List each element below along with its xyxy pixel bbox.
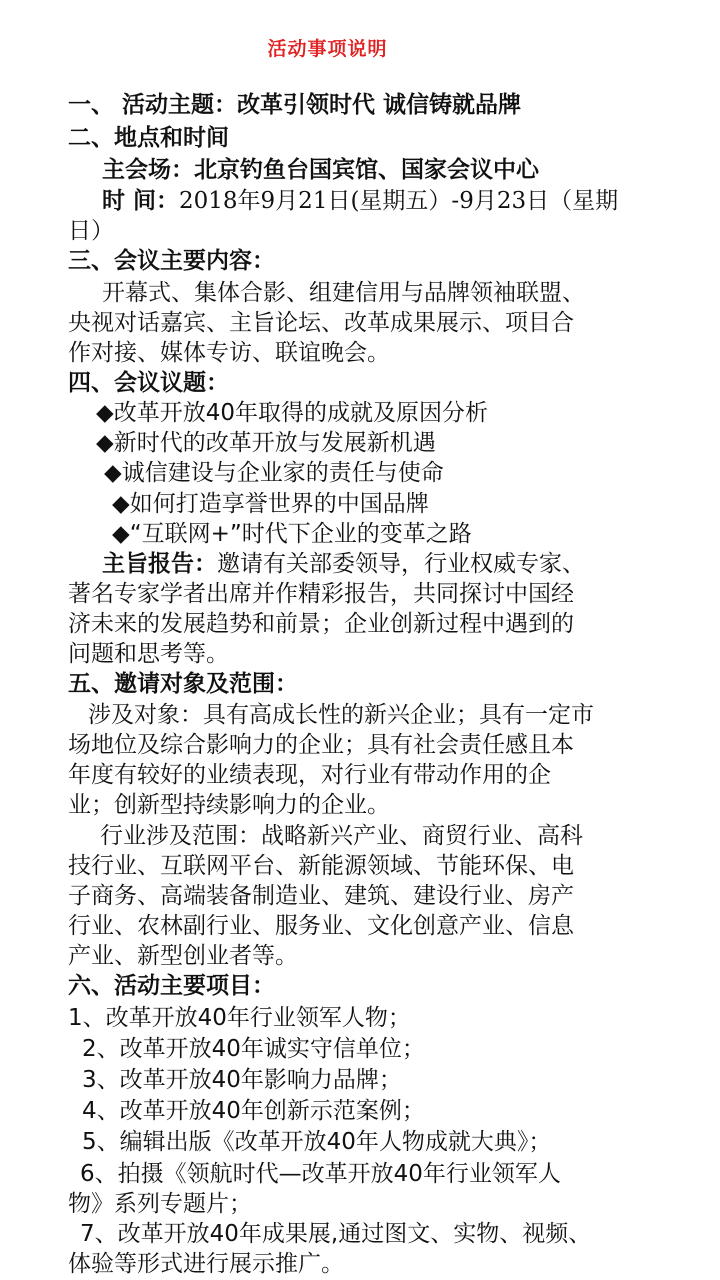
topic-bullet: ◆新时代的改革开放与发展新机遇 <box>96 430 436 456</box>
section-2-heading: 二、地点和时间 <box>68 125 229 151</box>
section-1-heading: 一、 活动主题：改革引领时代 诚信铸就品牌 <box>68 92 522 118</box>
scope-line: 场地位及综合影响力的企业；具有社会责任感且本 <box>68 732 574 758</box>
venue-line <box>102 155 702 185</box>
scope-line: 业；创新型持续影响力的企业。 <box>68 792 390 818</box>
project-item-cont: 物》系列专题片； <box>68 1191 252 1217</box>
report-label: 主旨报告： <box>102 551 217 577</box>
project-item-cont: 体验等形式进行展示推广。 <box>68 1251 344 1277</box>
scope-line: 年度有较好的业绩表现，对行业有带动作用的企 <box>68 762 551 788</box>
venue-value: 北京钓鱼台国宾馆、国家会议中心 <box>194 157 539 183</box>
report-text-line: 济未来的发展趋势和前景；企业创新过程中遇到的 <box>68 611 574 637</box>
report-line <box>102 549 702 579</box>
section-3-heading: 三、会议主要内容： <box>68 248 275 274</box>
project-item: 4、改革开放40年创新示范案例； <box>82 1098 425 1124</box>
project-item: 3、改革开放40年影响力品牌； <box>82 1067 402 1093</box>
content-line: 作对接、媒体专访、联谊晚会。 <box>68 340 390 366</box>
project-item: 5、编辑出版《改革开放40年人物成就大典》； <box>82 1129 552 1155</box>
topic-bullet: ◆改革开放40年取得的成就及原因分析 <box>96 400 488 426</box>
content-line: 开幕式、集体合影、组建信用与品牌领袖联盟、 <box>102 280 585 306</box>
time-value: 2018年9月21日(星期五）-9月23日（星期 <box>179 188 619 214</box>
topic-bullet: ◆诚信建设与企业家的责任与使命 <box>104 460 444 486</box>
industry-line: 行业涉及范围：战略新兴产业、商贸行业、高科 <box>100 823 583 849</box>
time-line <box>102 186 702 216</box>
report-text-line: 著名专家学者出席并作精彩报告，共同探讨中国经 <box>68 581 574 607</box>
section-6-heading: 六、活动主要项目： <box>68 973 275 999</box>
scope-line: 涉及对象：具有高成长性的新兴企业；具有一定市 <box>88 702 594 728</box>
page-title: 活动事项说明 <box>267 38 388 60</box>
project-item: 7、改革开放40年成果展,通过图文、实物、视频、 <box>80 1221 592 1247</box>
venue-label: 主会场： <box>102 157 194 183</box>
industry-line: 子商务、高端装备制造业、建筑、建设行业、房产 <box>68 883 574 909</box>
industry-line: 行业、农林副行业、服务业、文化创意产业、信息 <box>68 913 574 939</box>
section-5-heading: 五、邀请对象及范围： <box>68 671 298 697</box>
topic-bullet: ◆如何打造享誉世界的中国品牌 <box>112 491 429 517</box>
section-4-heading: 四、会议议题： <box>68 370 229 396</box>
time-value-cont: 日） <box>68 218 114 244</box>
time-label: 时 间： <box>102 188 180 214</box>
report-text-line: 问题和思考等。 <box>68 641 229 667</box>
report-text: 邀请有关部委领导，行业权威专家、 <box>217 551 585 577</box>
project-item: 2、改革开放40年诚实守信单位； <box>82 1036 425 1062</box>
project-item: 1、改革开放40年行业领军人物； <box>68 1005 411 1031</box>
content-line: 央视对话嘉宾、主旨论坛、改革成果展示、项目合 <box>68 310 574 336</box>
topic-bullet: ◆“互联网+”时代下企业的变革之路 <box>112 521 472 547</box>
industry-line: 产业、新型创业者等。 <box>68 943 298 969</box>
project-item: 6、拍摄《领航时代—改革开放40年行业领军人 <box>80 1161 561 1187</box>
industry-line: 技行业、互联网平台、新能源领域、节能环保、电 <box>68 853 574 879</box>
